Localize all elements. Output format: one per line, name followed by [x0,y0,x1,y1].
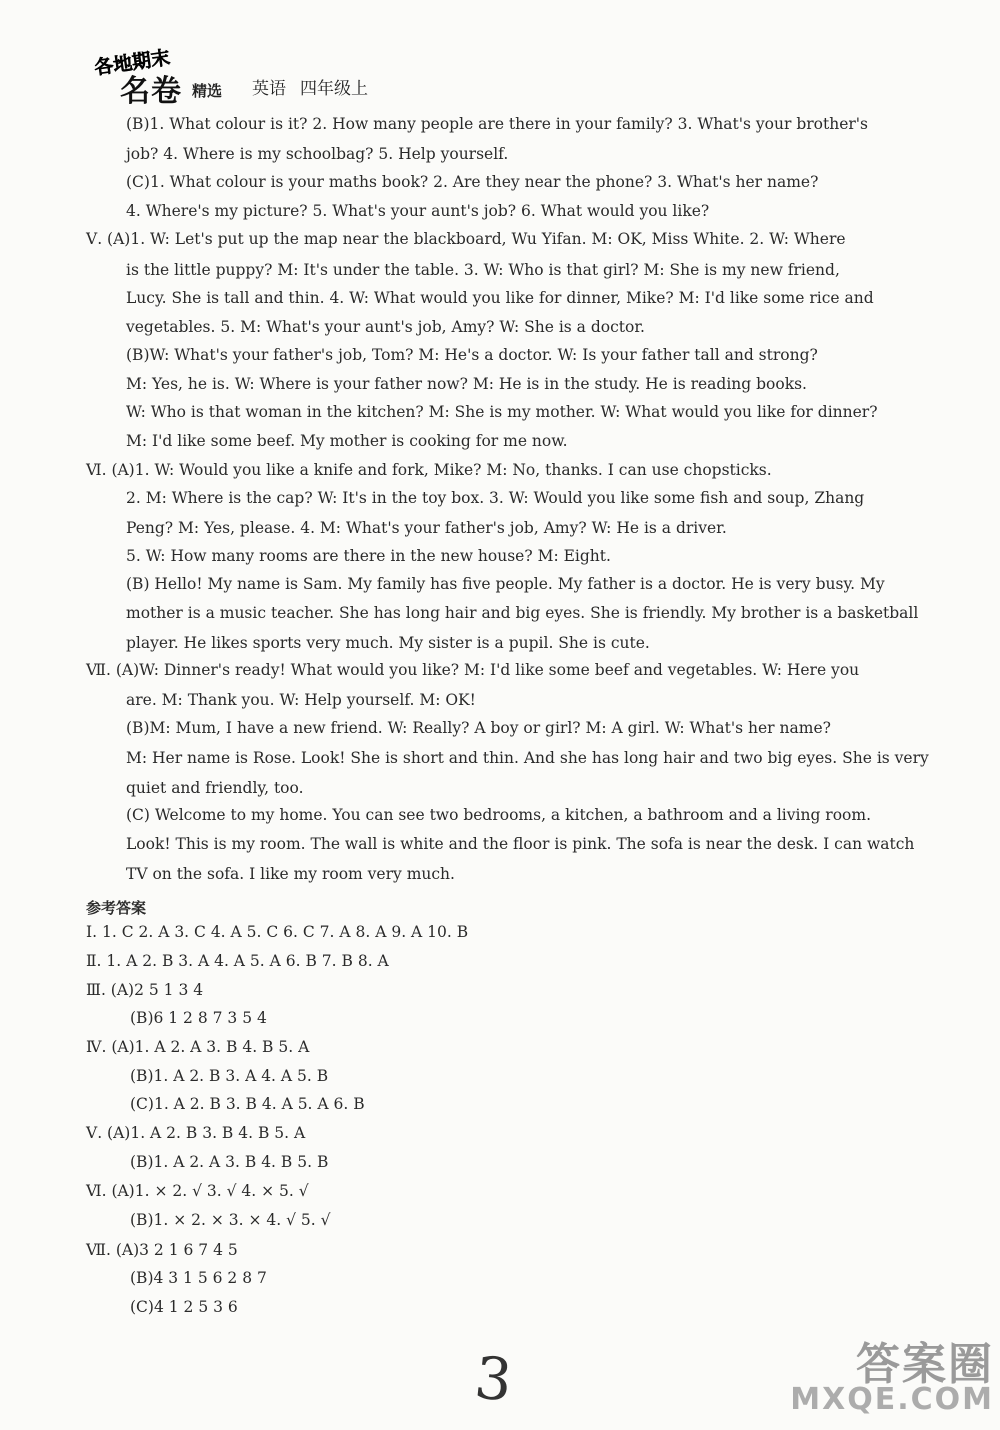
answer-line: Ⅲ. (A)2 5 1 3 4 [86,981,204,999]
text-line: 5. W: How many rooms are there in the new house? M: Eight. [126,547,611,565]
answer-line: Ⅱ. 1. A 2. B 3. A 4. A 5. A 6. B 7. B 8. A [86,952,389,970]
text-line: player. He likes sports very much. My sister is a pupil. She is cute. [126,634,650,652]
answers-title: 参考答案 [86,899,147,917]
text-line: (B)W: What's your father's job, Tom? M: He's a doctor. W: Is your father tall and strong? [126,346,818,364]
answer-line: (B)1. × 2. × 3. × 4. √ 5. √ [130,1211,331,1229]
text-line: M: I'd like some beef. My mother is cooking for me now. [126,432,568,450]
logo-main-text: 名卷 [120,74,182,109]
text-line: (B)1. What colour is it? 2. How many people are there in your family? 3. What's your brother's [126,115,868,133]
text-line: 4. Where's my picture? 5. What's your aunt's job? 6. What would you like? [126,202,710,220]
answer-line: (B)6 1 2 8 7 3 5 4 [130,1009,267,1027]
answer-line: (B)4 3 1 5 6 2 8 7 [130,1269,267,1287]
subject-label [252,74,368,99]
text-line: is the little puppy? M: It's under the table. 3. W: Who is that girl? M: She is my new friend, [126,261,840,279]
text-line: Ⅴ. (A)1. W: Let's put up the map near the blackboard, Wu Yifan. M: OK, Miss White. 2. W: Where [86,230,846,248]
text-line: quiet and friendly, too. [126,779,304,797]
text-line: (C) Welcome to my home. You can see two bedrooms, a kitchen, a bathroom and a living room. [126,806,871,824]
text-line: TV on the sofa. I like my room very much. [126,865,455,883]
text-line: M: Yes, he is. W: Where is your father now? M: He is in the study. He is reading books. [126,375,807,393]
text-line: M: Her name is Rose. Look! She is short and thin. And she has long hair and two big eyes. She is very [126,749,929,767]
answer-line: Ⅵ. (A)1. × 2. √ 3. √ 4. × 5. √ [86,1182,309,1200]
text-line: are. M: Thank you. W: Help yourself. M: OK! [126,691,476,709]
logo-top-text: 各地期末 [93,46,172,80]
watermark-top-text: 答案圈 [856,1339,994,1390]
watermark-bottom-text: MXQE.COM [790,1382,994,1417]
watermark-logo [764,1328,994,1424]
text-line: (B) Hello! My name is Sam. My family has five people. My father is a doctor. He is very busy. My [126,575,885,593]
subject-name: 英语 [252,79,286,99]
text-line: W: Who is that woman in the kitchen? M: She is my mother. W: What would you like for dinner? [126,403,878,421]
text-line: Peng? M: Yes, please. 4. M: What's your father's job, Amy? W: He is a driver. [126,519,727,537]
page-header [80,44,680,109]
text-line: Look! This is my room. The wall is white and the floor is pink. The sofa is near the desk. I can watch [126,835,915,853]
answer-line: (B)1. A 2. B 3. A 4. A 5. B [130,1067,329,1085]
text-line: 2. M: Where is the cap? W: It's in the toy box. 3. W: Would you like some fish and soup, Zhang [126,489,865,507]
grade-name: 四年级上 [300,79,368,99]
answer-line: (C)1. A 2. B 3. B 4. A 5. A 6. B [130,1095,365,1113]
text-line: vegetables. 5. M: What's your aunt's job, Amy? W: She is a doctor. [126,318,645,336]
text-line: job? 4. Where is my schoolbag? 5. Help yourself. [126,145,509,163]
text-line: mother is a music teacher. She has long hair and big eyes. She is friendly. My brother is a basketball [126,604,919,622]
answer-line: Ⅰ. 1. C 2. A 3. C 4. A 5. C 6. C 7. A 8. A 9. A 10. B [86,923,469,941]
text-line: (C)1. What colour is your maths book? 2. Are they near the phone? 3. What's her name? [126,173,819,191]
answer-line: (B)1. A 2. A 3. B 4. B 5. B [130,1153,329,1171]
page-number: 3 [471,1343,516,1415]
answer-line: (C)4 1 2 5 3 6 [130,1298,238,1316]
answer-line: Ⅳ. (A)1. A 2. A 3. B 4. B 5. A [86,1038,310,1056]
text-line: Lucy. She is tall and thin. 4. W: What would you like for dinner, Mike? M: I'd like some rice and [126,289,874,307]
text-line: Ⅵ. (A)1. W: Would you like a knife and fork, Mike? M: No, thanks. I can use chopsticks. [86,461,772,479]
answer-line: Ⅶ. (A)3 2 1 6 7 4 5 [86,1241,238,1259]
logo-sub-text: 精选 [192,82,223,100]
answer-line: Ⅴ. (A)1. A 2. B 3. B 4. B 5. A [86,1124,306,1142]
text-line: (B)M: Mum, I have a new friend. W: Really? A boy or girl? M: A girl. W: What's her name? [126,719,831,737]
text-line: Ⅶ. (A)W: Dinner's ready! What would you like? M: I'd like some beef and vegetables. W: Here you [86,661,860,679]
